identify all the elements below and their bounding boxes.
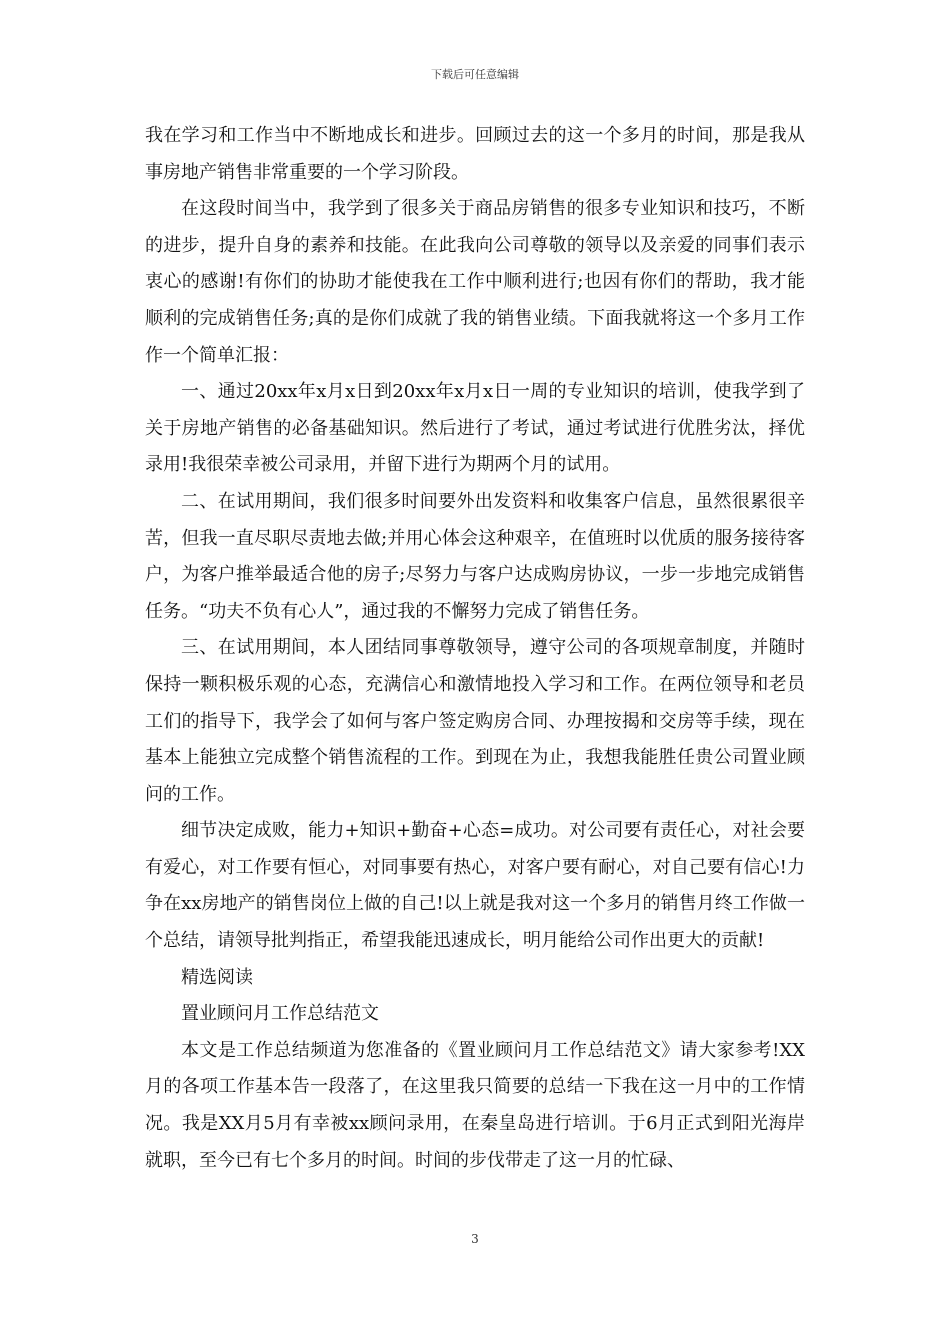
paragraph-point-three: 三、在试用期间，本人团结同事尊敬领导，遵守公司的各项规章制度，并随时保持一颗积极乐观的心态，充满信心和激情地投入学习和工作。在两位领导和老员工们的指导下，我学会了如何与客户签定购房合同、办理按揭和交房等手续，现在基本上能独立完成整个销售流程的工作。到现在为止，我想我能胜任贵公司置业顾问的工作。 [145,637,805,805]
paragraph-point-two: 二、在试用期间，我们很多时间要外出发资料和收集客户信息，虽然很累很辛苦，但我一直尽职尽责地去做;并用心体会这种艰辛，在值班时以优质的服务接待客户，为客户推举最适合他的房子;尽努力与客户达成购房协议，一步一步地完成销售任务。“功夫不负有心人”，通过我的不懈努力完成了销售任务。 [145,490,805,622]
paragraph-conclusion: 细节决定成败，能力+知识+勤奋+心态=成功。对公司要有责任心，对社会要有爱心，对工作要有恒心，对同事要有热心，对客户要有耐心，对自己要有信心!力争在xx房地产的销售岗位上做的自己!以上就是我对这一个多月的销售月终工作做一个总结，请领导批判指正，希望我能迅速成长，明月能给公司作出更大的贡献! [145,820,805,952]
paragraph-continuation: 我在学习和工作当中不断地成长和进步。回顾过去的这一个多月的时间，那是我从事房地产销售非常重要的一个学习阶段。 [145,125,805,183]
paragraph: 在这段时间当中，我学到了很多关于商品房销售的很多专业知识和技巧，不断的进步，提升自身的素养和技能。在此我向公司尊敬的领导以及亲爱的同事们表示衷心的感谢!有你们的协助才能使我在工作中顺利进行;也因有你们的帮助，我才能顺利的完成销售任务;真的是你们成就了我的销售业绩。下面我就将这一个多月工作作一个简单汇报： [145,198,805,366]
page-number: 3 [471,1232,479,1246]
article-title: 置业顾问月工作总结范文 [181,1003,379,1025]
document-body [145,118,805,1179]
paragraph: 本文是工作总结频道为您准备的《置业顾问月工作总结范文》请大家参考!XX月的各项工作基本告一段落了，在这里我只简要的总结一下我在这一月中的工作情况。我是XX月5月有幸被xx顾问录用，在秦皇岛进行培训。于6月正式到阳光海岸就职，至今已有七个多月的时间。时间的步伐带走了这一月的忙碌、 [145,1039,805,1171]
section-label: 精选阅读 [181,966,253,988]
paragraph-point-one: 一、通过20xx年x月x日到20xx年x月x日一周的专业知识的培训，使我学到了关于房地产销售的必备基础知识。然后进行了考试，通过考试进行优胜劣汰，择优录用!我很荣幸被公司录用，并留下进行为期两个月的试用。 [145,381,805,476]
page-header: 下载后可任意编辑 [431,68,519,81]
